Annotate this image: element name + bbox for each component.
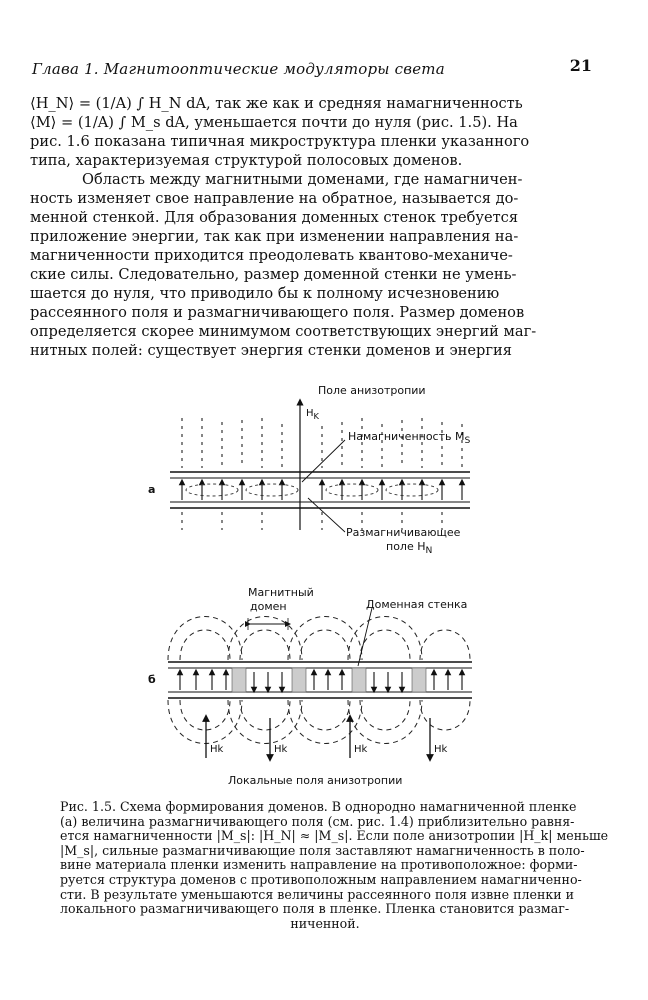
label-hk-1: Hk	[210, 744, 224, 755]
label-demagnetizing-line-1: Размагничивающее	[346, 526, 461, 539]
panel-b-label: б	[148, 673, 156, 686]
text-line: шается до нуля, что приводило бы к полному исчезновению	[30, 285, 500, 302]
figure-caption	[60, 799, 609, 931]
label-magnetization: Намагниченность $M_S$	[348, 430, 471, 447]
text-line: нитных полей: существует энергия стенки доменов и энергия	[30, 342, 512, 359]
page-number: 21	[569, 56, 592, 75]
caption-line: |M_s|, сильные размагничивающие поля заставляют намагниченность в поло-	[60, 842, 585, 858]
label-magnetic-domain-line-1: Магнитный	[248, 586, 314, 599]
text-line: ские силы. Следовательно, размер доменной стенки не умень-	[30, 266, 517, 283]
text-line: ⟨M⟩ = (1/A) ∫ M_s dA, уменьшается почти до нуля (рис. 1.5). На	[30, 114, 518, 131]
panel-b-diagram	[168, 608, 472, 758]
panel-a-diagram	[170, 402, 470, 532]
text-line: магниченности приходится преодолевать квантово-механиче-	[30, 247, 513, 264]
text-line: ность изменяет свое направление на обратное, называется до-	[30, 190, 519, 207]
text-line: Область между магнитными доменами, где намагничен-	[82, 171, 523, 188]
paragraph-1	[30, 94, 592, 170]
body-text	[30, 94, 592, 360]
label-anisotropy-field: Поле анизотропии	[318, 384, 426, 397]
label-magnetic-domain-line-2: домен	[250, 600, 287, 613]
text-line: менной стенкой. Для образования доменных стенок требуется	[30, 209, 519, 226]
label-demagnetizing-line-2: поле $H_N$	[386, 540, 433, 557]
text-line: определяется скорее минимумом соответствующих энергий маг-	[30, 323, 537, 340]
text-line: типа, характеризуемая структурой полосовых доменов.	[30, 152, 463, 169]
label-hk-3: Hk	[354, 744, 368, 755]
caption-line: (a) величина размагничивающего поля (см. рис. 1.4) приблизительно равня-	[60, 813, 575, 829]
chapter-title: Глава 1. Магнитооптические модуляторы света	[32, 60, 445, 78]
panel-a-label: а	[148, 483, 156, 496]
caption-line: вине материала пленки изменить направление на противоположное: форми-	[60, 857, 578, 873]
text-line: приложение энергии, так как при изменении направления на-	[30, 228, 519, 245]
figure-domain-formation	[140, 380, 480, 792]
running-header	[32, 56, 592, 84]
caption-line: Рис. 1.5. Схема формирования доменов. В однородно намагниченной пленке	[60, 799, 577, 814]
caption-line: локального размагничивающего поля в пленке. Пленка становится размаг-	[60, 901, 570, 917]
label-hk-top: $H_K$	[306, 408, 319, 421]
caption-line: ется намагниченности |M_s|: |H_N| ≈ |M_s|. Если поле анизотропии |H_k| меньше	[60, 828, 609, 844]
caption-line: руется структура доменов с противоположным направлением намагниченно-	[60, 871, 582, 887]
label-domain-wall: Доменная стенка	[366, 598, 468, 611]
caption-line: сти. В результате уменьшаются величины рассеянного поля извне пленки и	[60, 886, 575, 902]
text-line: рассеянного поля и размагничивающего поля. Размер доменов	[30, 304, 525, 321]
text-line: ⟨H_N⟩ = (1/A) ∫ H_N dA, так же как и средняя намагниченность	[30, 95, 523, 112]
caption-line: ниченной.	[290, 915, 360, 931]
paragraph-2	[30, 170, 592, 360]
label-local-anisotropy-fields: Локальные поля анизотропии	[228, 774, 403, 787]
text-line: рис. 1.6 показана типичная микроструктура пленки указанного	[30, 133, 530, 150]
label-hk-2: Hk	[274, 744, 288, 755]
label-hk-4: Hk	[434, 744, 448, 755]
